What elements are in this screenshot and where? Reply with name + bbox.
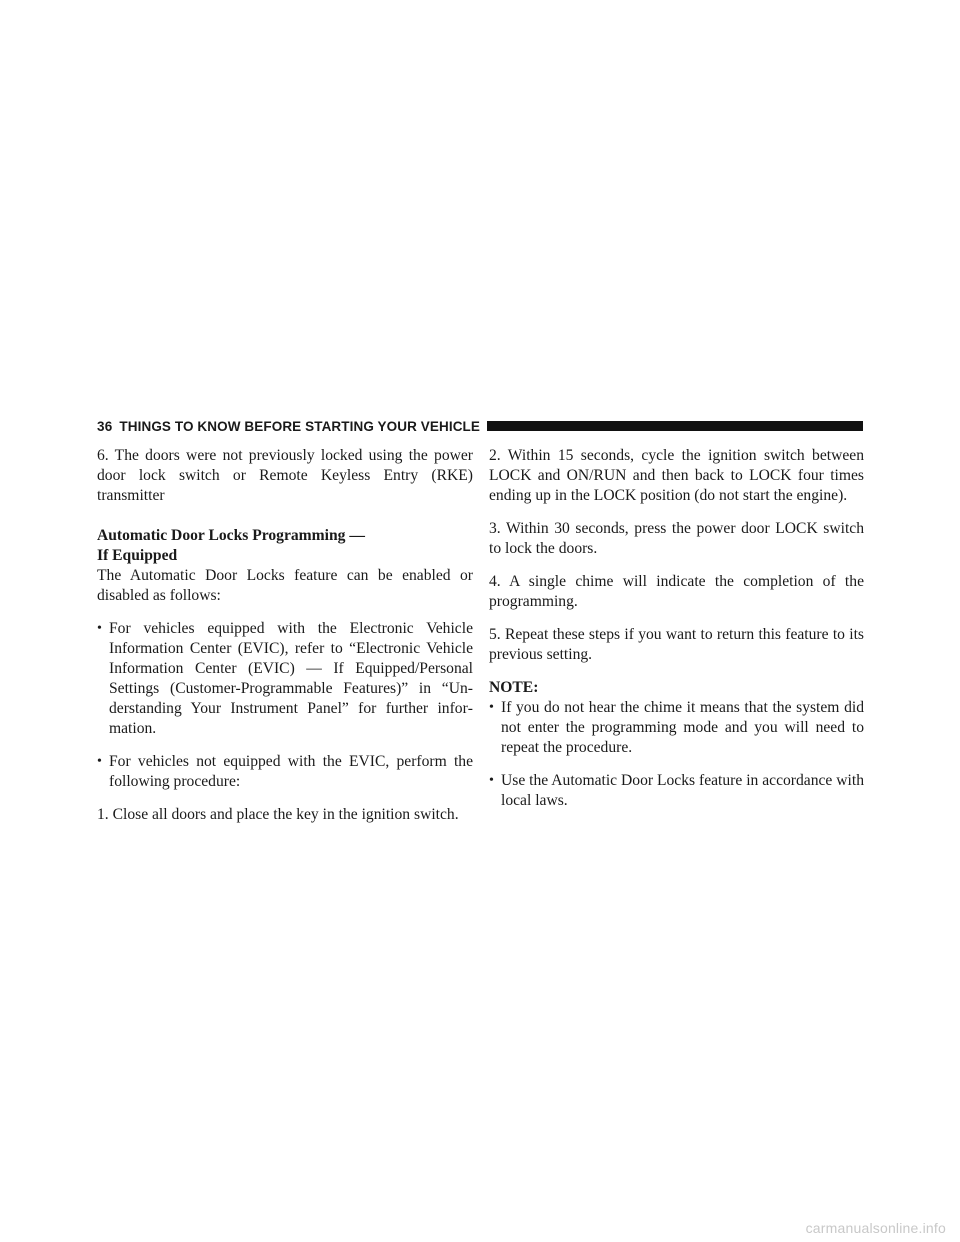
intro-paragraph: The Automatic Door Locks feature can be enabled or disabled as follows: <box>97 567 473 604</box>
section-title: THINGS TO KNOW BEFORE STARTING YOUR VEHICLE <box>119 418 480 434</box>
note-label: NOTE: <box>489 679 539 696</box>
step-3: 3. Within 30 seconds, press the power door LOCK switch to lock the doors. <box>489 520 864 557</box>
step-4: 4. A single chime will indicate the completion of the programming. <box>489 573 864 610</box>
bullet-text: For vehicles equipped with the Electronic Vehicle Information Center (EVIC), refer to “Electronic Vehicle Information Center (EVIC) — If Equipped/Personal Settings (Customer-Programmable Features)” in “Understanding Your Instrument Panel” for further information. <box>109 620 473 737</box>
item-6: 6. The doors were not previously locked using the power door lock switch or Remote Keyless Entry (RKE) transmitter <box>97 447 473 504</box>
bullet-icon: • <box>97 621 102 636</box>
heading-line-1: Automatic Door Locks Programming — <box>97 527 365 544</box>
note-bullet <box>489 771 864 811</box>
bullet-text: If you do not hear the chime it means that the system did not enter the programming mode and you will need to repeat the procedure. <box>501 699 864 756</box>
page-header <box>97 417 863 435</box>
header-rule <box>487 421 863 431</box>
section-heading <box>97 526 473 566</box>
bullet-item <box>97 619 473 739</box>
watermark: carmanualsonline.info <box>805 1220 946 1236</box>
note-bullet <box>489 698 864 758</box>
step-2: 2. Within 15 seconds, cycle the ignition switch between LOCK and ON/RUN and then back to LOCK four times ending up in the LOCK position (do not start the engine). <box>489 447 864 504</box>
step-5: 5. Repeat these steps if you want to return this feature to its previous setting. <box>489 626 864 663</box>
left-column <box>97 446 473 838</box>
bullet-icon: • <box>489 773 494 788</box>
page-number: 36 <box>97 418 113 434</box>
bullet-icon: • <box>97 754 102 769</box>
right-column <box>489 446 864 824</box>
bullet-text: Use the Automatic Door Locks feature in accordance with local laws. <box>501 772 864 809</box>
bullet-text: For vehicles not equipped with the EVIC, perform the following procedure: <box>109 753 473 790</box>
heading-line-2: If Equipped <box>97 547 178 564</box>
bullet-icon: • <box>489 700 494 715</box>
step-1: 1. Close all doors and place the key in the ignition switch. <box>97 806 459 823</box>
bullet-item <box>97 752 473 792</box>
